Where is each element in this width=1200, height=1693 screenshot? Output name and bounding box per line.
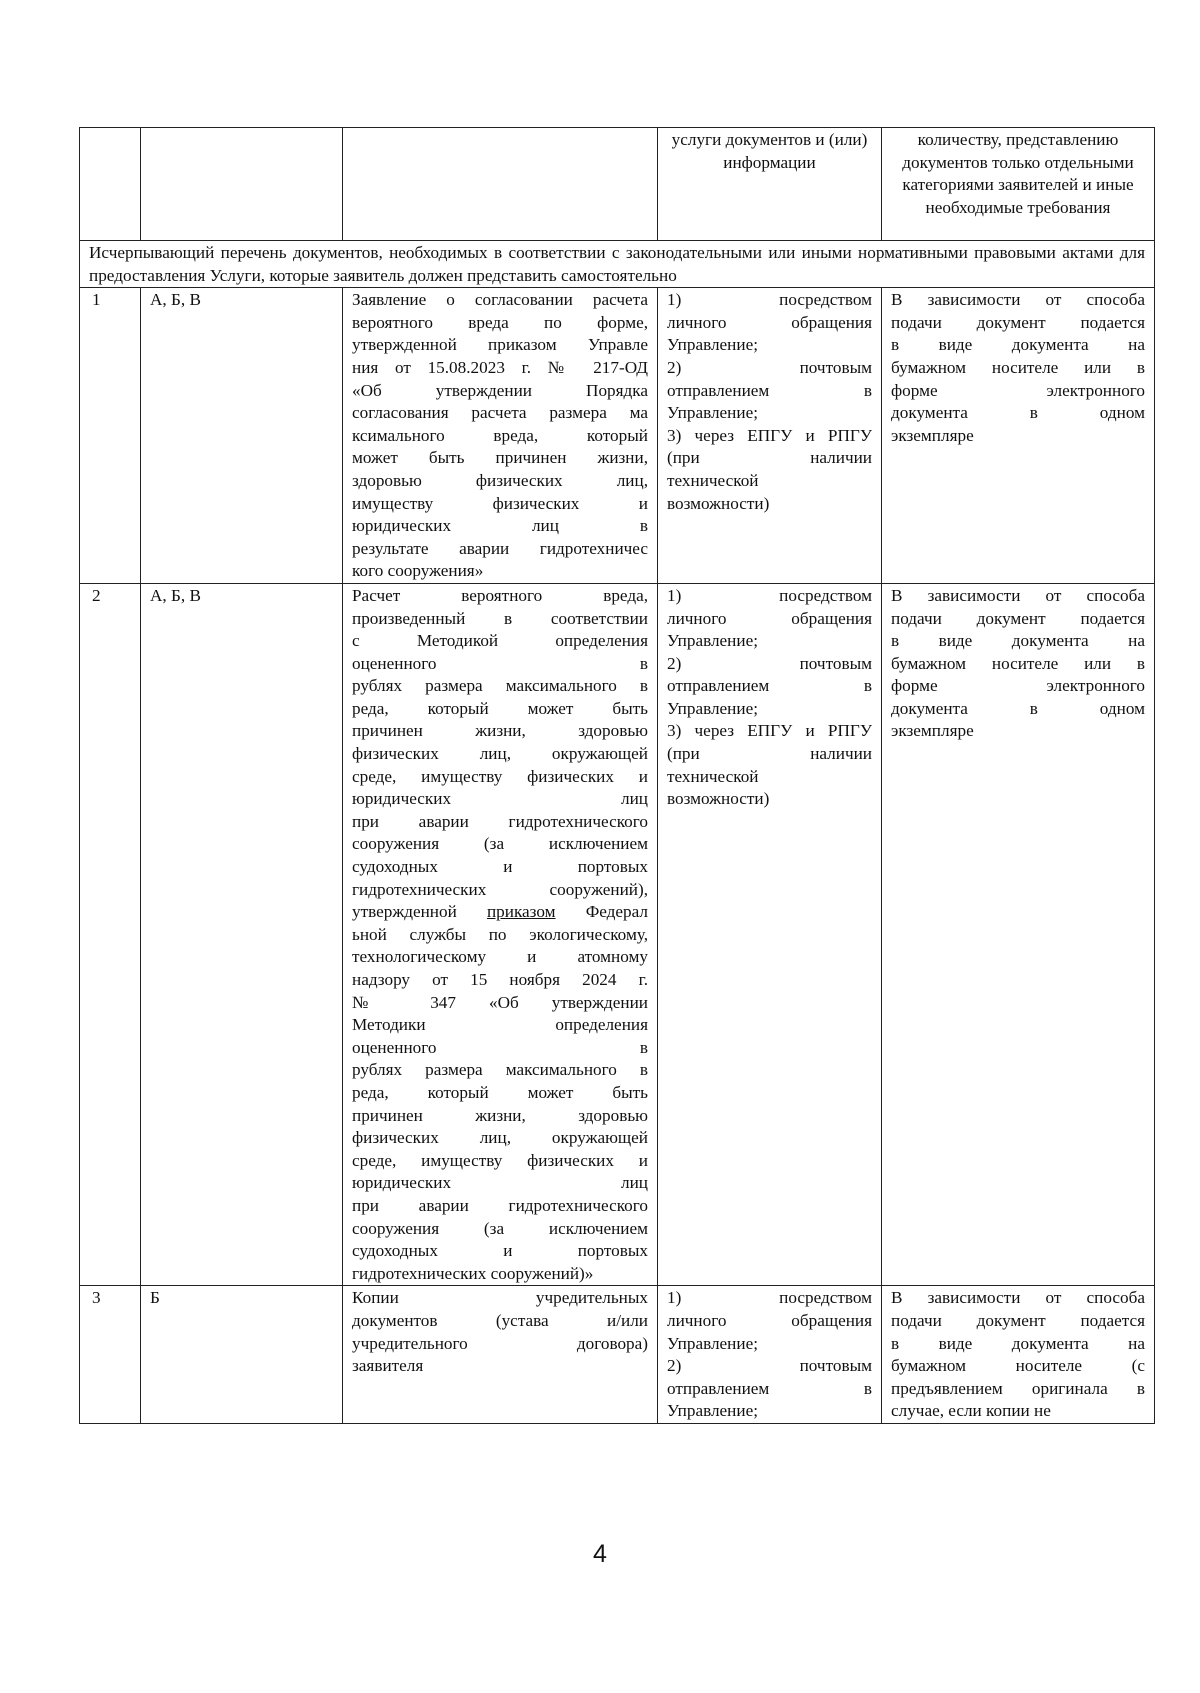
row-number: 2 [80,583,141,1285]
text-line: Управление; [667,335,758,355]
text-line: в виде документа на [891,1333,1145,1353]
link-prefix: утвержденной [352,902,457,922]
text-line: бумажном носителе или в [891,357,1145,377]
text-line: экземпляре [891,721,974,741]
text-line: № 347 «Об утверждении [352,992,648,1012]
text-line: Методики определения [352,1015,648,1035]
document-link-line [352,901,648,924]
text-line: юридических лиц [352,789,648,809]
text-line: отправлением в [667,380,872,400]
text-line: оцененного в [352,653,648,673]
link-suffix: Федерал [585,902,649,922]
text-line: причинен жизни, здоровью [352,721,648,741]
row-method [658,583,882,1285]
text-line: ьной службы по экологическому, [352,924,648,944]
text-line: Копии учредительных [352,1288,648,1308]
text-line: среде, имуществу физических и [352,1150,648,1170]
text-line: в виде документа на [891,335,1145,355]
section-title: Исчерпывающий перечень документов, необходимых в соответствии с законодательными или иными нормативными правовыми актами для предоставления Услуги, которые заявитель должен представить самостоятельно [80,241,1155,288]
text-line: сооружения (за исключением [352,834,648,854]
text-line: «Об утверждении Порядка [352,380,648,400]
text-line: имуществу физических и [352,493,648,513]
header-cell-requirements: количеству, представлению документов только отдельными категориями заявителей и иные необходимые требования [882,128,1155,241]
text-line: гидротехнических сооружений)» [352,1263,594,1283]
text-line: форме электронного [891,380,1145,400]
text-line: здоровью физических лиц, [352,470,648,490]
text-line: заявителя [352,1356,424,1376]
text-line: причинен жизни, здоровью [352,1105,648,1125]
text-line: учредительного договора) [352,1333,648,1353]
text-line: возможности) [667,789,770,809]
row-categories: Б [141,1286,343,1424]
text-line: случае, если копии не [891,1401,1051,1421]
text-line: экземпляре [891,425,974,445]
text-line: кого сооружения» [352,561,484,581]
text-line: реда, который может быть [352,698,648,718]
text-line: Управление; [667,1333,758,1353]
text-line: личного обращения [667,312,872,332]
text-line: возможности) [667,493,770,513]
text-line: согласования расчета размера ма [352,403,648,423]
text-line: может быть причинен жизни, [352,448,648,468]
row-document [343,288,658,584]
text-line: надзору от 15 ноября 2024 г. [352,970,648,989]
text-line: с Методикой определения [352,631,648,651]
text-line: рублях размера максимального в [352,1060,648,1080]
text-line: реда, который может быть [352,1082,648,1102]
text-line: при аварии гидротехнического [352,1195,648,1215]
text-line: ксимального вреда, который [352,425,648,445]
text-line: 3) через ЕПГУ и РПГУ [667,425,872,445]
text-line: Расчет вероятного вреда, [352,585,648,605]
text-line: технической [667,766,759,786]
table-row [80,583,1155,1285]
text-line: бумажном носителе или в [891,653,1145,673]
text-line: среде, имуществу физических и [352,766,648,786]
text-line: произведенный в соответствии [352,608,648,628]
text-line: 2) почтовым [667,357,872,377]
text-line: подачи документ подается [891,312,1145,332]
text-line: 1) посредством [667,585,872,605]
text-line: рублях размера максимального в [352,676,648,696]
text-line: предъявлением оригинала в [891,1378,1145,1398]
row-document [343,1286,658,1424]
row-document [343,583,658,1285]
text-line: 3) через ЕПГУ и РПГУ [667,721,872,741]
text-line: форме электронного [891,676,1145,696]
text-line: документа в одном [891,698,1145,718]
text-line: личного обращения [667,608,872,628]
document-text-part-b [352,924,648,1286]
section-title-row [80,241,1155,288]
text-line: юридических лиц в [352,516,648,536]
text-line: 2) почтовым [667,653,872,673]
row-method [658,288,882,584]
document-text-part-a [352,585,648,901]
text-line: Управление; [667,403,758,423]
table-row [80,288,1155,584]
row-categories: А, Б, В [141,288,343,584]
text-line: сооружения (за исключением [352,1218,648,1238]
text-line: судоходных и портовых [352,1241,648,1261]
row-number: 1 [80,288,141,584]
header-cell-number [80,128,141,241]
text-line: физических лиц, окружающей [352,744,648,764]
text-line: утвержденной приказом Управле [352,335,648,355]
row-requirements [882,288,1155,584]
text-line: гидротехнических сооружений), [352,879,648,899]
text-line: подачи документ подается [891,1310,1145,1330]
text-line: судоходных и портовых [352,857,648,877]
text-line: вероятного вреда по форме, [352,312,648,332]
header-cell-document [343,128,658,241]
text-line: при аварии гидротехнического [352,811,648,831]
page-number: 4 [593,1540,607,1568]
text-line: В зависимости от способа [891,290,1145,310]
header-row [80,128,1155,241]
text-line: 1) посредством [667,290,872,310]
text-line: (при наличии [667,744,872,764]
text-line: Управление; [667,698,758,718]
text-line: документов (устава и/или [352,1310,648,1330]
text-line: личного обращения [667,1310,872,1330]
text-line: технологическому и атомному [352,947,648,967]
text-line: 2) почтовым [667,1356,872,1376]
order-link[interactable]: приказом [486,902,556,922]
row-method [658,1286,882,1424]
text-line: в виде документа на [891,631,1145,651]
row-number: 3 [80,1286,141,1424]
header-cell-categories [141,128,343,241]
text-line: Управление; [667,1401,758,1421]
text-line: В зависимости от способа [891,585,1145,605]
row-categories: А, Б, В [141,583,343,1285]
text-line: оцененного в [352,1037,648,1057]
text-line: подачи документ подается [891,608,1145,628]
text-line: Управление; [667,631,758,651]
text-line: документа в одном [891,403,1145,423]
header-cell-method: услуги документов и (или) информации [658,128,882,241]
text-line: Заявление о согласовании расчета [352,290,648,310]
text-line: В зависимости от способа [891,1288,1145,1308]
documents-table [79,127,1155,1424]
text-line: бумажном носителе (с [891,1356,1145,1376]
table-row [80,1286,1155,1424]
text-line: результате аварии гидротехничес [352,538,648,558]
text-line: отправлением в [667,676,872,696]
text-line: отправлением в [667,1378,872,1398]
text-line: юридических лиц [352,1173,648,1193]
text-line: физических лиц, окружающей [352,1128,648,1148]
row-requirements [882,583,1155,1285]
text-line: 1) посредством [667,1288,872,1308]
row-requirements [882,1286,1155,1424]
text-line: технической [667,470,759,490]
text-line: (при наличии [667,448,872,468]
text-line: ния от 15.08.2023 г. № 217-ОД [352,357,648,377]
